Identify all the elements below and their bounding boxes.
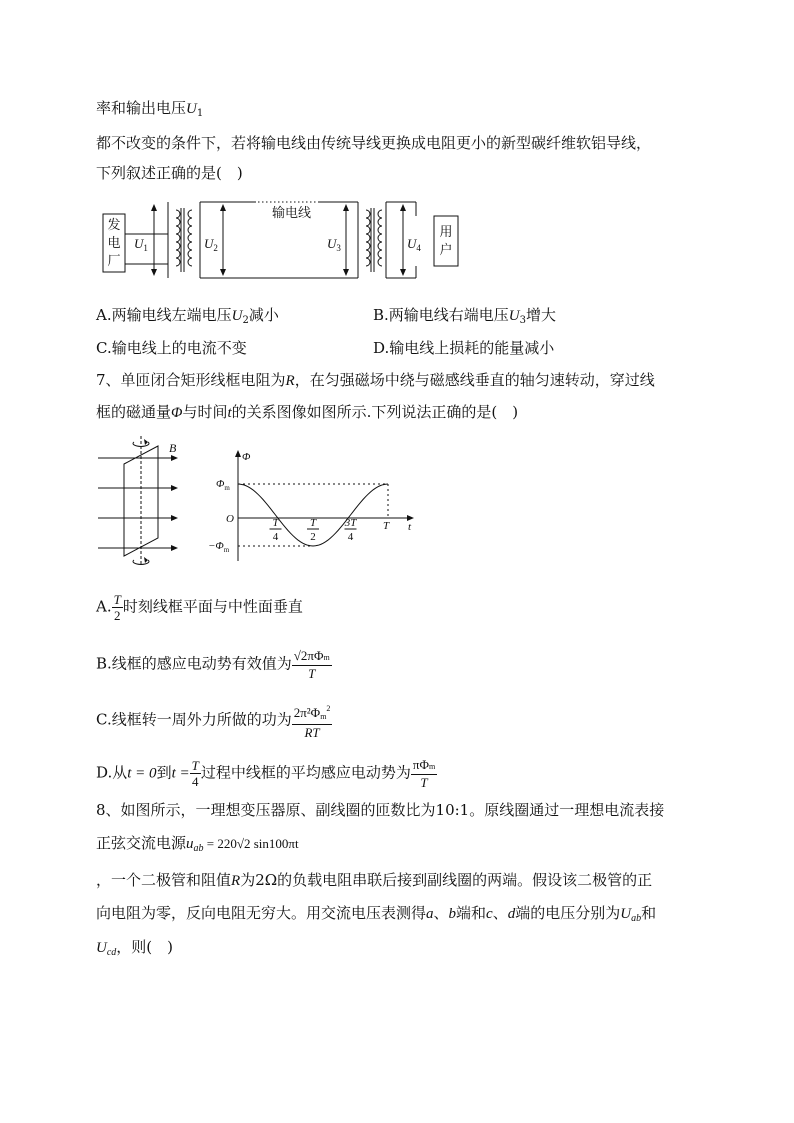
u1-label: $U_1$ xyxy=(134,236,148,253)
q7-option-d[interactable]: D.从t = 0到t = $\frac{T}{4}$ 过程中线框的平均感应电动势为 $\frac{\text{πΦm}}{T}$ xyxy=(96,757,436,790)
field-label: B xyxy=(169,441,177,455)
q7-line2: 框的磁通量Φ与时间t的关系图像如图所示.下列说法正确的是( ) xyxy=(96,403,519,421)
q7-option-c[interactable]: C.线框转一周外力所做的功为 $\frac{2\pi^2\Phi m^2}{RT}$ xyxy=(96,701,332,740)
u2-label: $U_2$ xyxy=(204,236,218,253)
tick-numerator: T xyxy=(309,517,317,529)
q6-option-d[interactable]: D.输电线上损耗的能量减小 xyxy=(373,339,555,357)
q8-line3: ，一个二极管和阻值R为2Ω的负载电阻串联后接到副线圈的两端。假设该二极管的正 xyxy=(96,871,653,889)
flux-time-graph xyxy=(210,446,420,566)
q8-line2: 正弦交流电源$u_{ab} = 220√2$ sin100πt xyxy=(96,834,299,854)
q8-line4: 向电阻为零，反向电阻无穷大。用交流电压表测得a、b端和c、d端的电压分别为$U_{ab}$和 xyxy=(96,904,657,924)
q8-line1: 8、如图所示，一理想变压器原、副线圈的匝数比为10:1。原线圈通过一理想电流表接 xyxy=(96,801,665,819)
q6-option-c[interactable]: C.输电线上的电流不变 xyxy=(96,339,247,357)
q8-line5: $U_{cd}$，则( ) xyxy=(96,938,174,958)
q7-option-a[interactable]: A. $\frac{T}{2}$ 时刻线框平面与中性面垂直 xyxy=(96,592,303,623)
plant-label-3: 厂 xyxy=(107,253,121,268)
q7-option-b[interactable]: B.线框的感应电动势有效值为 $\frac{\text{√2πΦm}}{T}$ xyxy=(96,648,330,681)
q6-option-b[interactable]: B.两输电线右端电压$U_3$增大 xyxy=(373,306,557,326)
tick-T-label: T xyxy=(383,520,390,532)
tick-numerator: 3T xyxy=(344,517,357,529)
tick-denominator: 4 xyxy=(272,531,279,543)
q6-line1: 率和输出电压$U_1$ xyxy=(96,99,204,119)
graph-xlabel: t xyxy=(408,521,412,533)
user-label-1: 用 xyxy=(439,224,453,239)
line-label: 输电线 xyxy=(272,205,312,220)
phim-label: $\Phi_m$ xyxy=(216,478,230,492)
tick-numerator: T xyxy=(272,517,279,529)
plant-label-2: 电 xyxy=(107,235,121,250)
q6-line3: 下列叙述正确的是( ) xyxy=(96,164,243,182)
rotating-frame-diagram xyxy=(96,436,196,566)
tick-denominator: 2 xyxy=(310,531,316,543)
plant-label-1: 发 xyxy=(107,217,121,232)
transmission-diagram xyxy=(96,196,476,286)
neg-phim-label: $-\Phi_m$ xyxy=(208,540,230,554)
q7-line1: 7、单匝闭合矩形线框电阻为R，在匀强磁场中绕与磁感线垂直的轴匀速转动，穿过线 xyxy=(96,371,655,389)
graph-origin: O xyxy=(226,513,234,525)
tick-denominator: 4 xyxy=(347,531,354,543)
user-label-2: 户 xyxy=(439,242,453,257)
u3-label: $U_3$ xyxy=(327,236,341,253)
graph-ylabel: Φ xyxy=(242,451,251,463)
u4-label: $U_4$ xyxy=(407,236,421,253)
q6-option-a[interactable]: A.两输电线左端电压$U_2$减小 xyxy=(96,306,279,326)
q6-line2: 都不改变的条件下，若将输电线由传统导线更换成电阻更小的新型碳纤维软铝导线， xyxy=(96,134,652,152)
